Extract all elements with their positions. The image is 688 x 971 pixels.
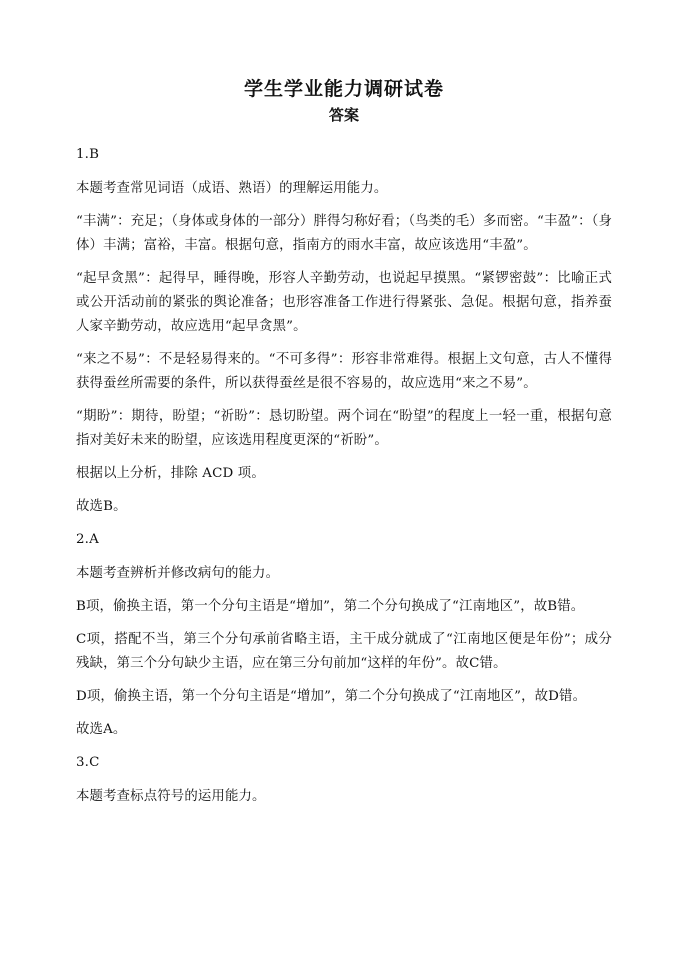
question-number: 2.A <box>76 532 99 547</box>
answer-paragraph: 本题考查标点符号的运用能力。 <box>76 789 266 804</box>
answer-paragraph: “来之不易”：不是轻易得来的。“不可多得”：形容非常难得。根据上文句意，古人不懂得获得蚕丝所需要的条件，所以获得蚕丝是很不容易的，故应选用“来之不易”。 <box>76 352 612 391</box>
answer-paragraph: 故选A。 <box>76 722 127 737</box>
answer-paragraph: C项，搭配不当，第三个分句承前省略主语，主干成分就成了“江南地区便是年份”；成分残缺，第三个分句缺少主语，应在第三分句前加“这样的年份”。故C错。 <box>76 632 612 671</box>
answer-paragraph: 本题考查辨析并修改病句的能力。 <box>76 566 280 581</box>
document-title: 学生学业能力调研试卷 <box>243 78 444 100</box>
answer-paragraph: “起早贪黑”：起得早，睡得晚，形容人辛勤劳动，也说起早摸黑。“紧锣密鼓”：比喻正式或公开活动前的紧张的舆论准备；也形容准备工作进行得紧张、急促。根据句意，指养蚕人家辛勤劳动，故应选用“起早贪黑”。 <box>76 271 612 334</box>
document-subtitle: 答案 <box>328 106 360 124</box>
question-number: 1.B <box>76 147 100 162</box>
answer-paragraph: B项，偷换主语，第一个分句主语是“增加”，第二个分句换成了“江南地区”，故B错。 <box>76 599 585 614</box>
answer-paragraph: 根据以上分析，排除 ACD 项。 <box>76 466 265 481</box>
answer-paragraph: “丰满”：充足；（身体或身体的一部分）胖得匀称好看；（鸟类的毛）多而密。“丰盈”：（身体）丰满；富裕，丰富。根据句意，指南方的雨水丰富，故应该选用“丰盈”。 <box>76 214 612 253</box>
answer-paragraph: 本题考查常见词语（成语、熟语）的理解运用能力。 <box>76 181 388 196</box>
question-number: 3.C <box>76 755 100 770</box>
answer-paragraph: “期盼”：期待，盼望；“祈盼”：恳切盼望。两个词在“盼望”的程度上一轻一重，根据句意指对美好未来的盼望，应该选用程度更深的“祈盼”。 <box>76 409 612 448</box>
answer-paragraph: D项，偷换主语，第一个分句主语是“增加”，第二个分句换成了“江南地区”，故D错。 <box>76 689 587 704</box>
answer-paragraph: 故选B。 <box>76 499 127 514</box>
answer-body <box>76 143 612 818</box>
